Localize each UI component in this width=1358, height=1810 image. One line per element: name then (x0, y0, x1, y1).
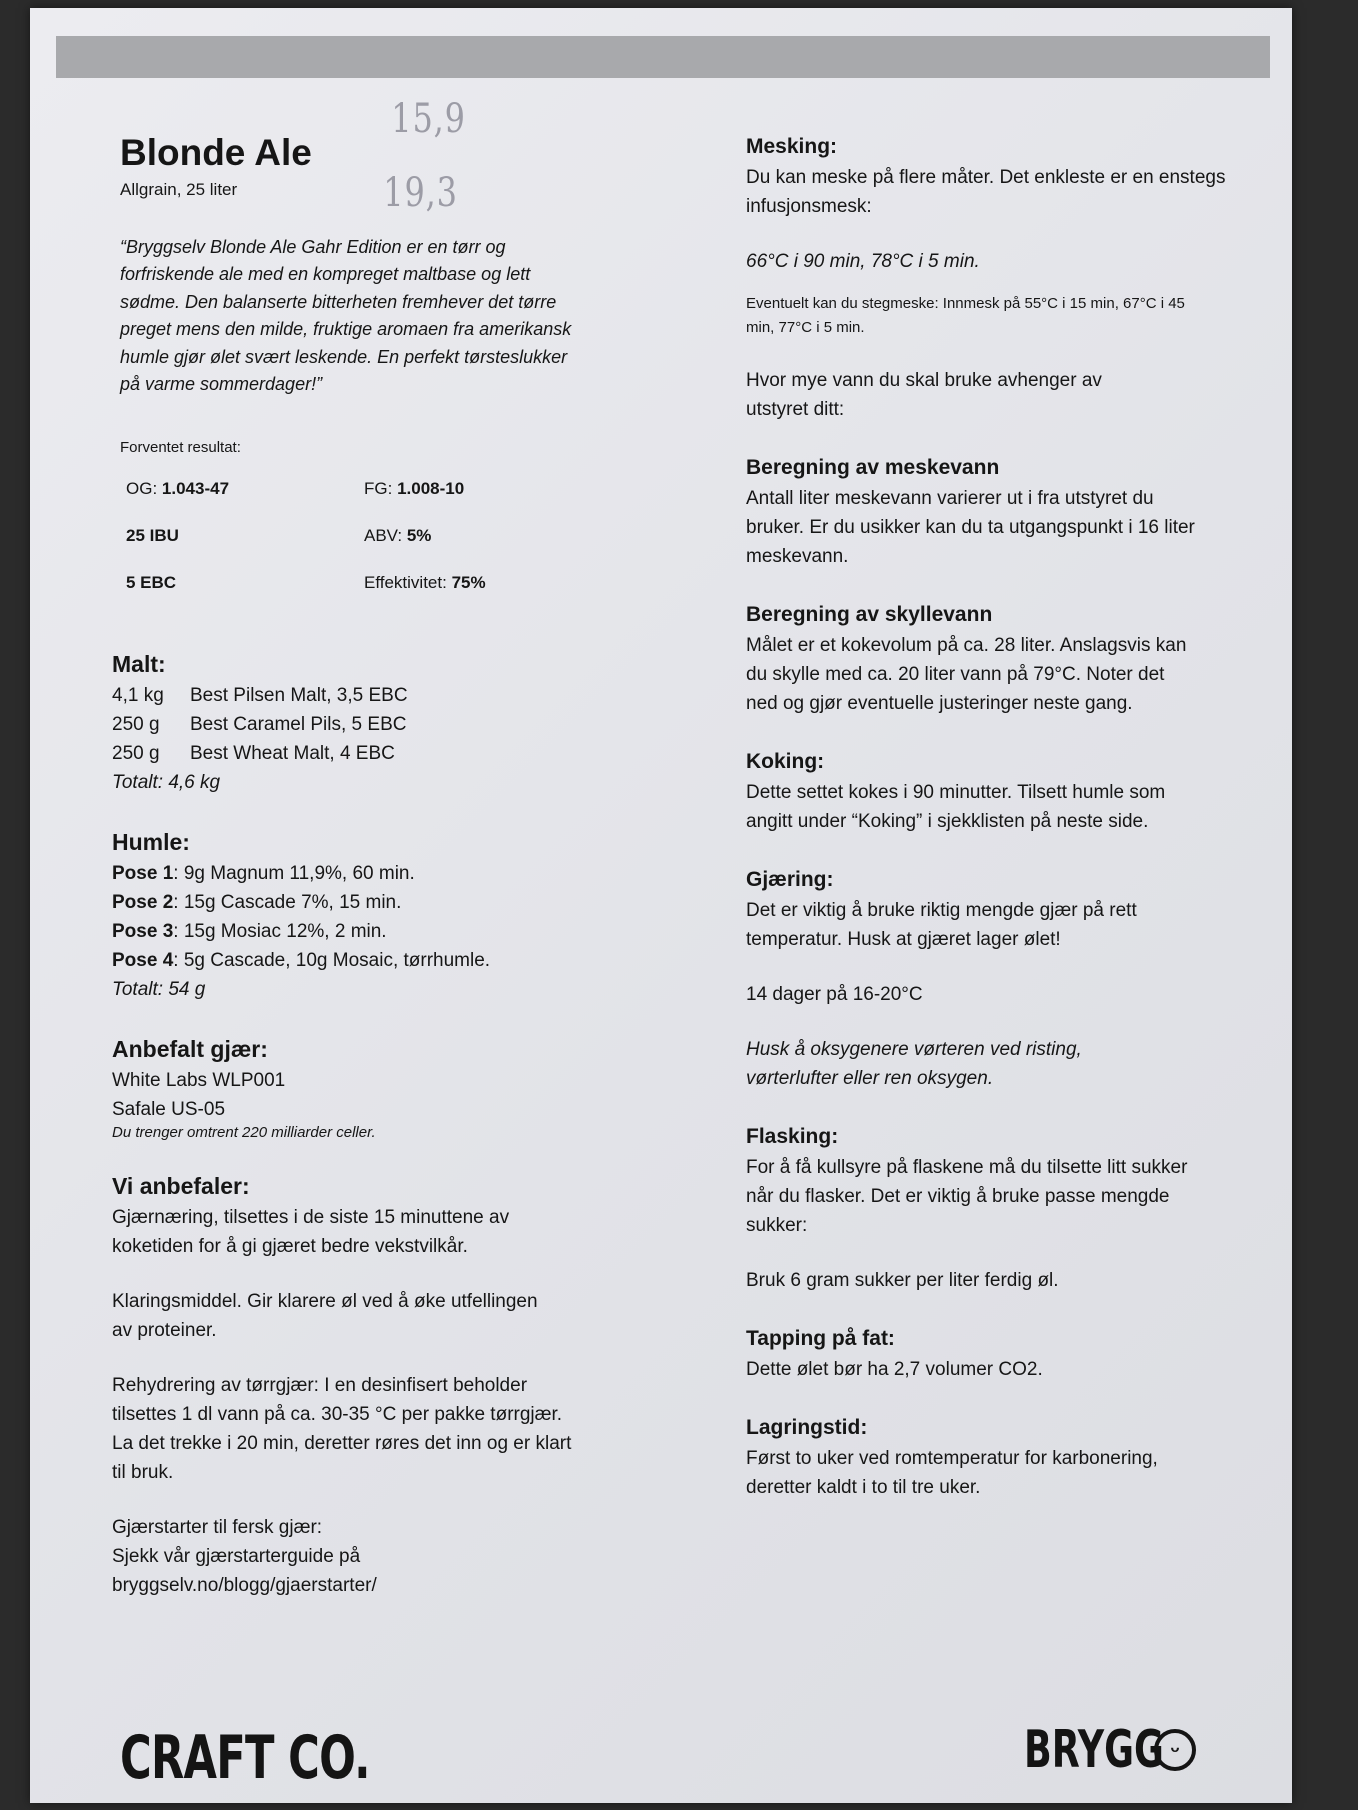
boil-text: Dette settet kokes i 90 minutter. Tilsett humle som angitt under “Koking” i sjekklisten på neste side. (746, 782, 1166, 832)
stat-value: 75% (451, 573, 486, 593)
hop-item (112, 917, 680, 946)
header-bar (56, 36, 1270, 78)
ferment-heading: Gjæring: (746, 868, 834, 891)
recipe-title: Blonde Ale (120, 132, 312, 173)
recommend-clarifier: Klaringsmiddel. Gir klarere øl ved å øke utfellingen av proteiner. (112, 1290, 538, 1341)
recipe-subtitle: Allgrain, 25 liter (120, 179, 238, 199)
handwritten-note-2: 19,3 (383, 170, 458, 216)
result-label: Forventet resultat: (120, 438, 241, 456)
malt-heading: Malt: (112, 650, 166, 677)
storage-heading: Lagringstid: (746, 1416, 868, 1439)
smile-icon: ᵕ (1154, 1729, 1196, 1771)
malt-name: Best Pilsen Malt, 3,5 EBC (190, 684, 408, 706)
stat-value: 5 EBC (126, 573, 177, 593)
malt-name: Best Caramel Pils, 5 EBC (190, 713, 407, 735)
hop-bag: Pose 3 (112, 920, 174, 942)
recipe-page (30, 8, 1292, 1803)
bryggselv-logo (1024, 1720, 1196, 1780)
recommend-heading: Vi anbefaler: (112, 1172, 250, 1199)
recipe-description: “Bryggselv Blonde Ale Gahr Edition er en tørr og forfriskende ale med en kompreget maltbase og lett sødme. Den balanserte bitterheten fremhever det tørre preget mens den milde, fruktige aromaen fra amerikansk humle gjør ølet svært leskende. En perfekt tørsteslukker på varme sommerdager!” (120, 236, 572, 395)
sparge-water-heading: Beregning av skyllevann (746, 603, 993, 626)
mashing-water: Hvor mye vann du skal bruke avhenger av utstyret ditt: (746, 370, 1102, 420)
stats-row (126, 560, 486, 607)
mashing-text: Du kan meske på flere måter. Det enkleste er en enstegs infusjonsmesk: (746, 167, 1226, 217)
keg-heading: Tapping på fat: (746, 1327, 895, 1350)
craftco-logo: CRAFT CO. (120, 1723, 370, 1793)
yeast-item: Safale US-05 (112, 1098, 226, 1120)
stat-label: Effektivitet: (364, 573, 452, 593)
starter-guide-link[interactable]: bryggselv.no/blogg/gjaerstarter/ (112, 1574, 377, 1596)
bottling-text: For å få kullsyre på flaskene må du tilsette litt sukker når du flasker. Det er viktig å bruke passe mengde sukker: (746, 1157, 1188, 1236)
hop-bag: Pose 2 (112, 891, 174, 913)
hop-bag: Pose 1 (112, 862, 174, 884)
bryggselv-logo-text: BRYGG (1024, 1720, 1164, 1780)
mash-water-text: Antall liter meskevann varierer ut i fra utstyret du bruker. Er du usikker kan du ta utgangspunkt i 16 liter meskevann. (746, 488, 1195, 567)
mashing-heading: Mesking: (746, 135, 838, 158)
recommend-starter-guide: Sjekk vår gjærstarterguide på (112, 1545, 361, 1567)
hop-text: : 5g Cascade, 10g Mosaic, tørrhumle. (173, 949, 491, 971)
stats-row (126, 466, 486, 513)
boil-heading: Koking: (746, 750, 825, 773)
hop-item (112, 946, 680, 975)
hop-text: : 15g Cascade 7%, 15 min. (173, 891, 402, 913)
ferment-temp: 14 dager på 16-20°C (746, 984, 923, 1005)
hops-heading: Humle: (112, 828, 190, 855)
mash-water-heading: Beregning av meskevann (746, 456, 1000, 479)
stat-value: 25 IBU (126, 526, 179, 546)
yeast-note: Du trenger omtrent 220 milliarder celler. (112, 1123, 376, 1141)
malt-item (112, 681, 680, 710)
sparge-water-text: Målet er et kokevolum på ca. 28 liter. Anslagsvis kan du skylle med ca. 20 liter vann på 79°C. Noter det ned og gjør eventuelle justeringer neste gang. (746, 635, 1187, 714)
malt-amount: 4,1 kg (112, 684, 164, 706)
stat-value: 1.043-47 (161, 479, 230, 499)
malt-total: Totalt: 4,6 kg (112, 771, 221, 793)
malt-section (112, 649, 680, 1600)
recommend-nutrient: Gjærnæring, tilsettes i de siste 15 minuttene av koketiden for å gi gjæret bedre vekstvilkår. (112, 1206, 510, 1257)
mashing-temp: 66°C i 90 min, 78°C i 5 min. (746, 251, 980, 272)
hop-item (112, 859, 680, 888)
storage-text: Først to uker ved romtemperatur for karbonering, deretter kaldt i to til tre uker. (746, 1448, 1158, 1498)
recommend-rehydration: Rehydrering av tørrgjær: I en desinfisert beholder tilsettes 1 dl vann på ca. 30-35 °C per pakke tørrgjær. La det trekke i 20 min, deretter røres det inn og er klart til bruk. (112, 1374, 572, 1483)
stats-row (126, 513, 486, 560)
mashing-step: Eventuelt kan du stegmeske: Innmesk på 55°C i 15 min, 67°C i 45 min, 77°C i 5 min. (746, 295, 1185, 336)
malt-amount: 250 g (112, 713, 160, 735)
handwritten-note-1: 15,9 (391, 96, 466, 142)
keg-text: Dette ølet bør ha 2,7 volumer CO2. (746, 1359, 1043, 1380)
stat-value: 1.008-10 (397, 479, 465, 499)
stat-label: FG: (364, 479, 398, 499)
ferment-note: Husk å oksygenere vørteren ved risting, vørterlufter eller ren oksygen. (746, 1039, 1082, 1089)
stat-value: 5% (406, 526, 432, 546)
malt-item (112, 739, 680, 768)
malt-item (112, 710, 680, 739)
yeast-heading: Anbefalt gjær: (112, 1035, 268, 1062)
hop-bag: Pose 4 (112, 949, 174, 971)
ferment-text: Det er viktig å bruke riktig mengde gjær på rett temperatur. Husk at gjæret lager ølet! (746, 900, 1137, 950)
yeast-item: White Labs WLP001 (112, 1069, 286, 1091)
stat-label: OG: (126, 479, 162, 499)
hops-total: Totalt: 54 g (112, 978, 206, 1000)
stats-table (126, 466, 486, 607)
bottling-sugar: Bruk 6 gram sukker per liter ferdig øl. (746, 1270, 1059, 1291)
stat-label: ABV: (364, 526, 407, 546)
hop-text: : 15g Mosiac 12%, 2 min. (173, 920, 387, 942)
hop-text: : 9g Magnum 11,9%, 60 min. (173, 862, 415, 884)
recommend-starter: Gjærstarter til fersk gjær: (112, 1516, 323, 1538)
malt-amount: 250 g (112, 742, 160, 764)
right-column (746, 133, 1226, 1502)
malt-name: Best Wheat Malt, 4 EBC (190, 742, 395, 764)
left-column (112, 132, 680, 1600)
hop-item (112, 888, 680, 917)
bottling-heading: Flasking: (746, 1125, 839, 1148)
